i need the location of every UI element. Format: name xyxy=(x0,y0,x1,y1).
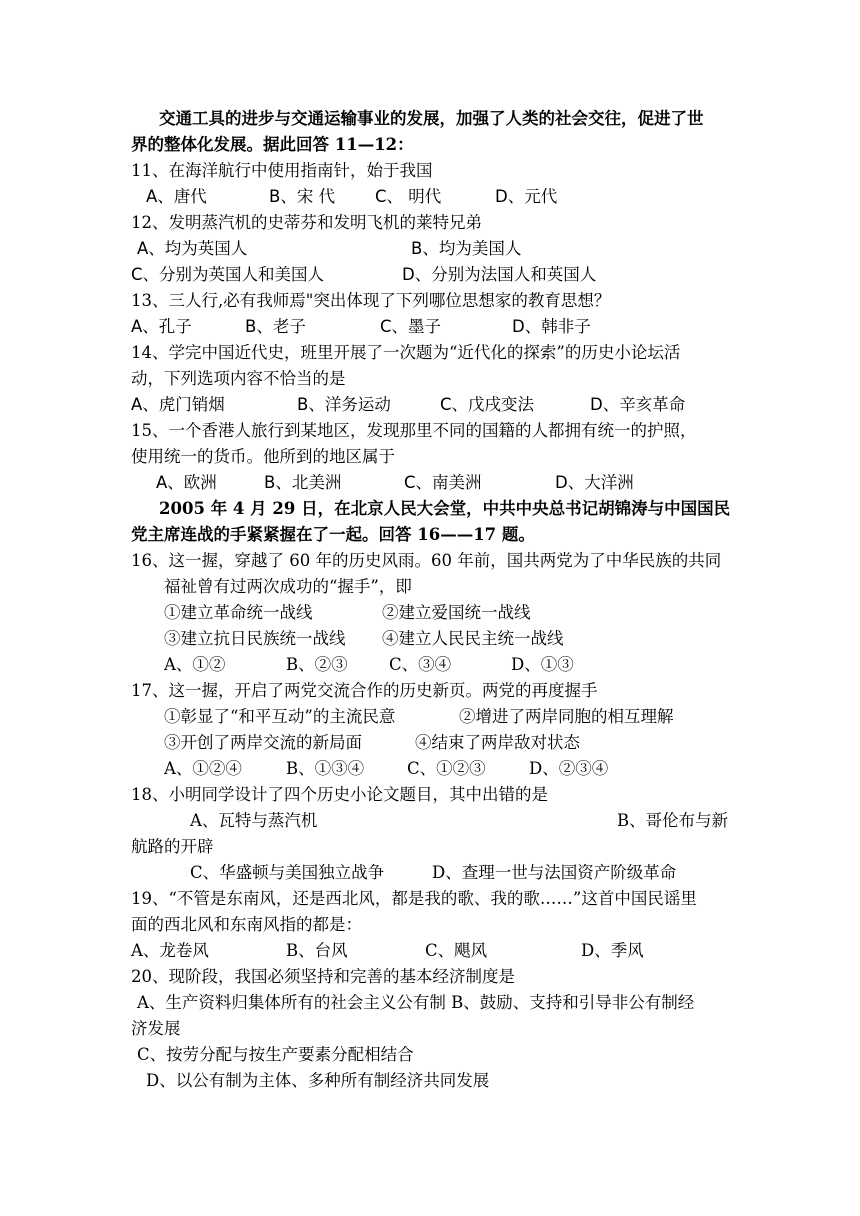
statement-item: ④结束了两岸敌对状态 xyxy=(415,733,580,752)
option-b-continued: 航路的开辟 xyxy=(131,837,214,856)
option-a: A、唐代 xyxy=(146,187,207,206)
option-d: D、辛亥革命 xyxy=(590,395,686,414)
question-stem: 18、小明同学设计了四个历史小论文题目，其中出错的是 xyxy=(131,785,548,804)
question-stem: 16、这一握，穿越了 60 年的历史风雨。60 年前，国共两党为了中华民族的共同 xyxy=(131,551,722,570)
option-d: D、①③ xyxy=(511,655,574,674)
question-stem: 11、在海洋航行中使用指南针，始于我国 xyxy=(131,161,433,180)
option-c: C、华盛顿与美国独立战争 xyxy=(190,863,385,882)
question-stem: 13、三人行,必有我师焉"突出体现了下列哪位思想家的教育思想？ xyxy=(131,291,611,310)
option-a: A、①② xyxy=(164,655,226,674)
option-b: B、洋务运动 xyxy=(297,395,391,414)
question-stem: 15、一个香港人旅行到某地区，发现那里不同的国籍的人都拥有统一的护照， xyxy=(131,421,697,440)
option-c: C、③④ xyxy=(389,655,452,674)
option-a: A、龙卷风 xyxy=(131,941,209,960)
statement-item: ①建立革命统一战线 xyxy=(164,603,313,622)
option-b: B、均为美国人 xyxy=(411,239,522,258)
statement-item: ②建立爱国统一战线 xyxy=(382,603,531,622)
question-stem: 动，下列选项内容不恰当的是 xyxy=(131,369,346,388)
statement-item: ①彰显了“和平互动”的主流民意 xyxy=(164,707,396,726)
option-b: B、宋 代 xyxy=(269,187,336,206)
option-b: B、②③ xyxy=(286,655,348,674)
statement-item: ④建立人民民主统一战线 xyxy=(382,629,564,648)
option-b-continued: 济发展 xyxy=(131,1019,181,1038)
option-d: D、季风 xyxy=(581,941,644,960)
option-a: A、瓦特与蒸汽机 xyxy=(190,811,318,830)
question-stem: 17、这一握，开启了两党交流合作的历史新页。两党的再度握手 xyxy=(131,681,598,700)
option-a-b: A、生产资料归集体所有的社会主义公有制 B、鼓励、支持和引导非公有制经 xyxy=(137,993,695,1012)
option-b: B、老子 xyxy=(245,317,306,336)
option-a: A、孔子 xyxy=(131,317,192,336)
option-c: C、飓风 xyxy=(425,941,488,960)
option-d: D、分别为法国人和英国人 xyxy=(402,265,597,284)
option-d: D、查理一世与法国资产阶级革命 xyxy=(432,863,677,882)
option-d: D、以公有制为主体、多种所有制经济共同发展 xyxy=(146,1071,490,1090)
statement-item: ③开创了两岸交流的新局面 xyxy=(164,733,362,752)
option-c: C、①②③ xyxy=(407,759,486,778)
option-c: C、分别为英国人和美国人 xyxy=(131,265,325,284)
option-a: A、虎门销烟 xyxy=(131,395,225,414)
option-b: B、北美洲 xyxy=(264,473,342,492)
passage-intro-line: 交通工具的进步与交通运输事业的发展，加强了人类的社会交往，促进了世 xyxy=(159,109,704,128)
question-stem: 20、现阶段，我国必须坚持和完善的基本经济制度是 xyxy=(131,967,515,986)
option-b: B、哥伦布与新 xyxy=(617,811,729,830)
option-c: C、按劳分配与按生产要素分配相结合 xyxy=(137,1045,414,1064)
question-stem: 19、“不管是东南风，还是西北风，都是我的歌、我的歌……”这首中国民谣里 xyxy=(131,889,697,908)
question-stem: 使用统一的货币。他所到的地区属于 xyxy=(131,447,395,466)
option-b: B、①③④ xyxy=(286,759,365,778)
option-d: D、大洋洲 xyxy=(555,473,634,492)
statement-item: ③建立抗日民族统一战线 xyxy=(164,629,346,648)
option-d: D、韩非子 xyxy=(512,317,591,336)
question-stem: 14、学完中国近代史，班里开展了一次题为“近代化的探索”的历史小论坛活 xyxy=(131,343,681,362)
question-stem: 12、发明蒸汽机的史蒂芬和发明飞机的莱特兄弟 xyxy=(131,213,482,232)
option-b: B、台风 xyxy=(286,941,348,960)
option-d: D、元代 xyxy=(495,187,558,206)
option-a: A、①②④ xyxy=(164,759,242,778)
option-d: D、②③④ xyxy=(529,759,609,778)
option-a: A、欧洲 xyxy=(156,473,217,492)
statement-item: ②增进了两岸同胞的相互理解 xyxy=(459,707,674,726)
option-c: C、南美洲 xyxy=(404,473,482,492)
question-stem: 福祉曾有过两次成功的“握手”，即 xyxy=(164,577,412,596)
passage-intro-line: 党主席连战的手紧紧握在了一起。回答 16——17 题。 xyxy=(131,525,535,544)
option-c: C、戊戌变法 xyxy=(440,395,535,414)
option-a: A、均为英国人 xyxy=(137,239,248,258)
passage-intro-line: 界的整体化发展。据此回答 11—12： xyxy=(131,135,414,154)
passage-intro-line: 2005 年 4 月 29 日，在北京人民大会堂，中共中央总书记胡锦涛与中国国民 xyxy=(159,499,731,518)
option-c: C、墨子 xyxy=(380,317,442,336)
option-c: C、 明代 xyxy=(375,187,442,206)
question-stem: 面的西北风和东南风指的都是： xyxy=(131,915,362,934)
